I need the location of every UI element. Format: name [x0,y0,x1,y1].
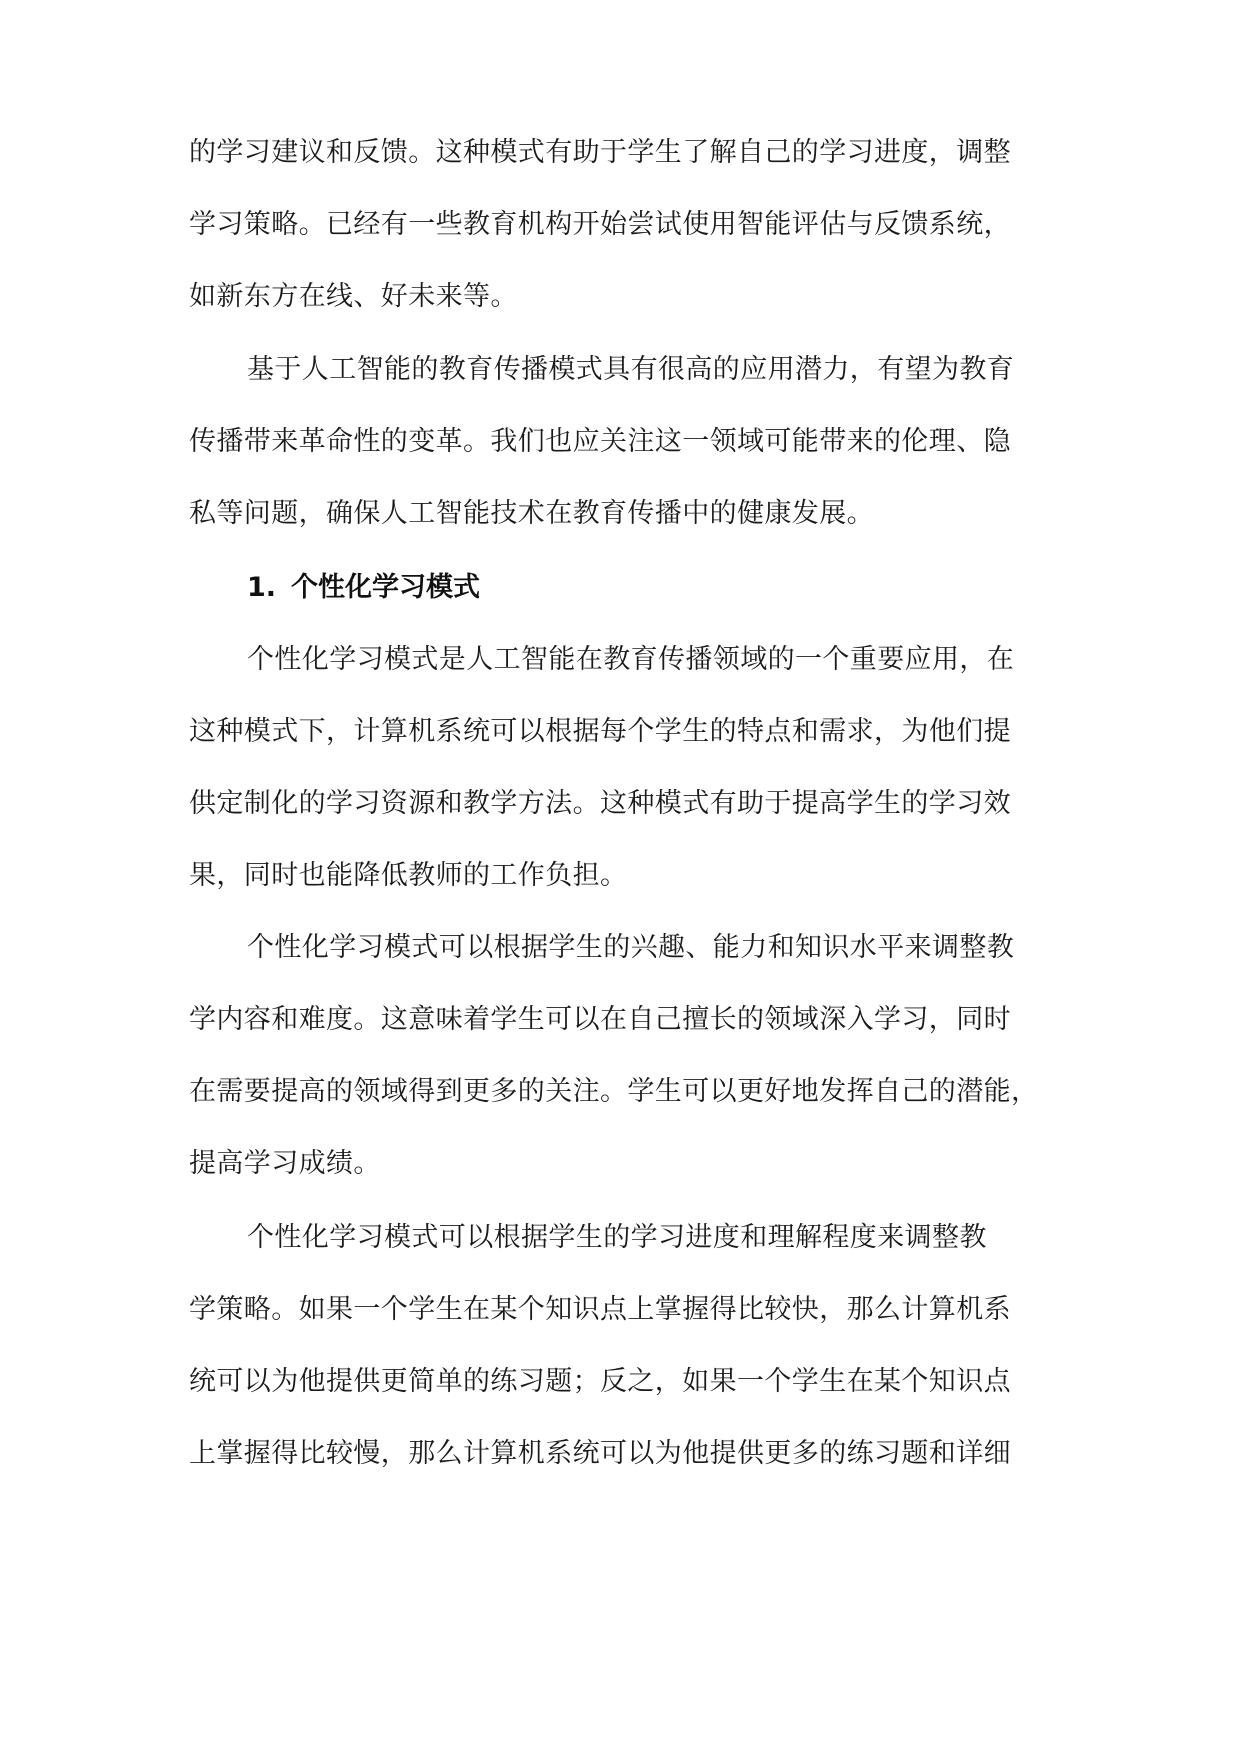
paragraph-1-line-1: 的学习建议和反馈。这种模式有助于学生了解自己的学习进度，调整 [189,137,1011,168]
section-paragraph-1-line-1: 个性化学习模式是人工智能在教育传播领域的一个重要应用，在 [247,644,1015,675]
section-paragraph-2-line-2: 学内容和难度。这意味着学生可以在自己擅长的领域深入学习，同时 [189,1004,1011,1035]
section-paragraph-1-line-2: 这种模式下，计算机系统可以根据每个学生的特点和需求，为他们提 [189,716,1011,747]
section-paragraph-1-line-3: 供定制化的学习资源和教学方法。这种模式有助于提高学生的学习效 [189,788,1011,819]
paragraph-1-line-3: 如新东方在线、好未来等。 [189,281,518,312]
section-paragraph-1-line-4: 果，同时也能降低教师的工作负担。 [189,860,628,891]
section-paragraph-2-line-3: 在需要提高的领域得到更多的关注。学生可以更好地发挥自己的潜能， [189,1076,1039,1107]
paragraph-2-line-1: 基于人工智能的教育传播模式具有很高的应用潜力，有望为教育 [247,354,1015,385]
section-paragraph-3-line-4: 上掌握得比较慢，那么计算机系统可以为他提供更多的练习题和详细 [189,1438,1011,1469]
paragraph-2-line-2: 传播带来革命性的变革。我们也应关注这一领域可能带来的伦理、隐 [189,426,1011,457]
paragraph-2-line-3: 私等问题，确保人工智能技术在教育传播中的健康发展。 [189,498,874,529]
section-paragraph-3-line-3: 统可以为他提供更简单的练习题；反之，如果一个学生在某个知识点 [189,1366,1011,1397]
section-paragraph-3-line-2: 学策略。如果一个学生在某个知识点上掌握得比较快，那么计算机系 [189,1294,1011,1325]
section-heading [247,562,480,614]
paragraph-1-line-2: 学习策略。已经有一些教育机构开始尝试使用智能评估与反馈系统， [189,209,1011,240]
section-paragraph-2-line-4: 提高学习成绩。 [189,1148,381,1179]
section-paragraph-2-line-1: 个性化学习模式可以根据学生的兴趣、能力和知识水平来调整教 [247,932,1015,963]
section-title: 个性化学习模式 [291,572,480,603]
section-paragraph-3-line-1: 个性化学习模式可以根据学生的学习进度和理解程度来调整教 [247,1222,987,1253]
section-number: 1. [247,572,277,603]
